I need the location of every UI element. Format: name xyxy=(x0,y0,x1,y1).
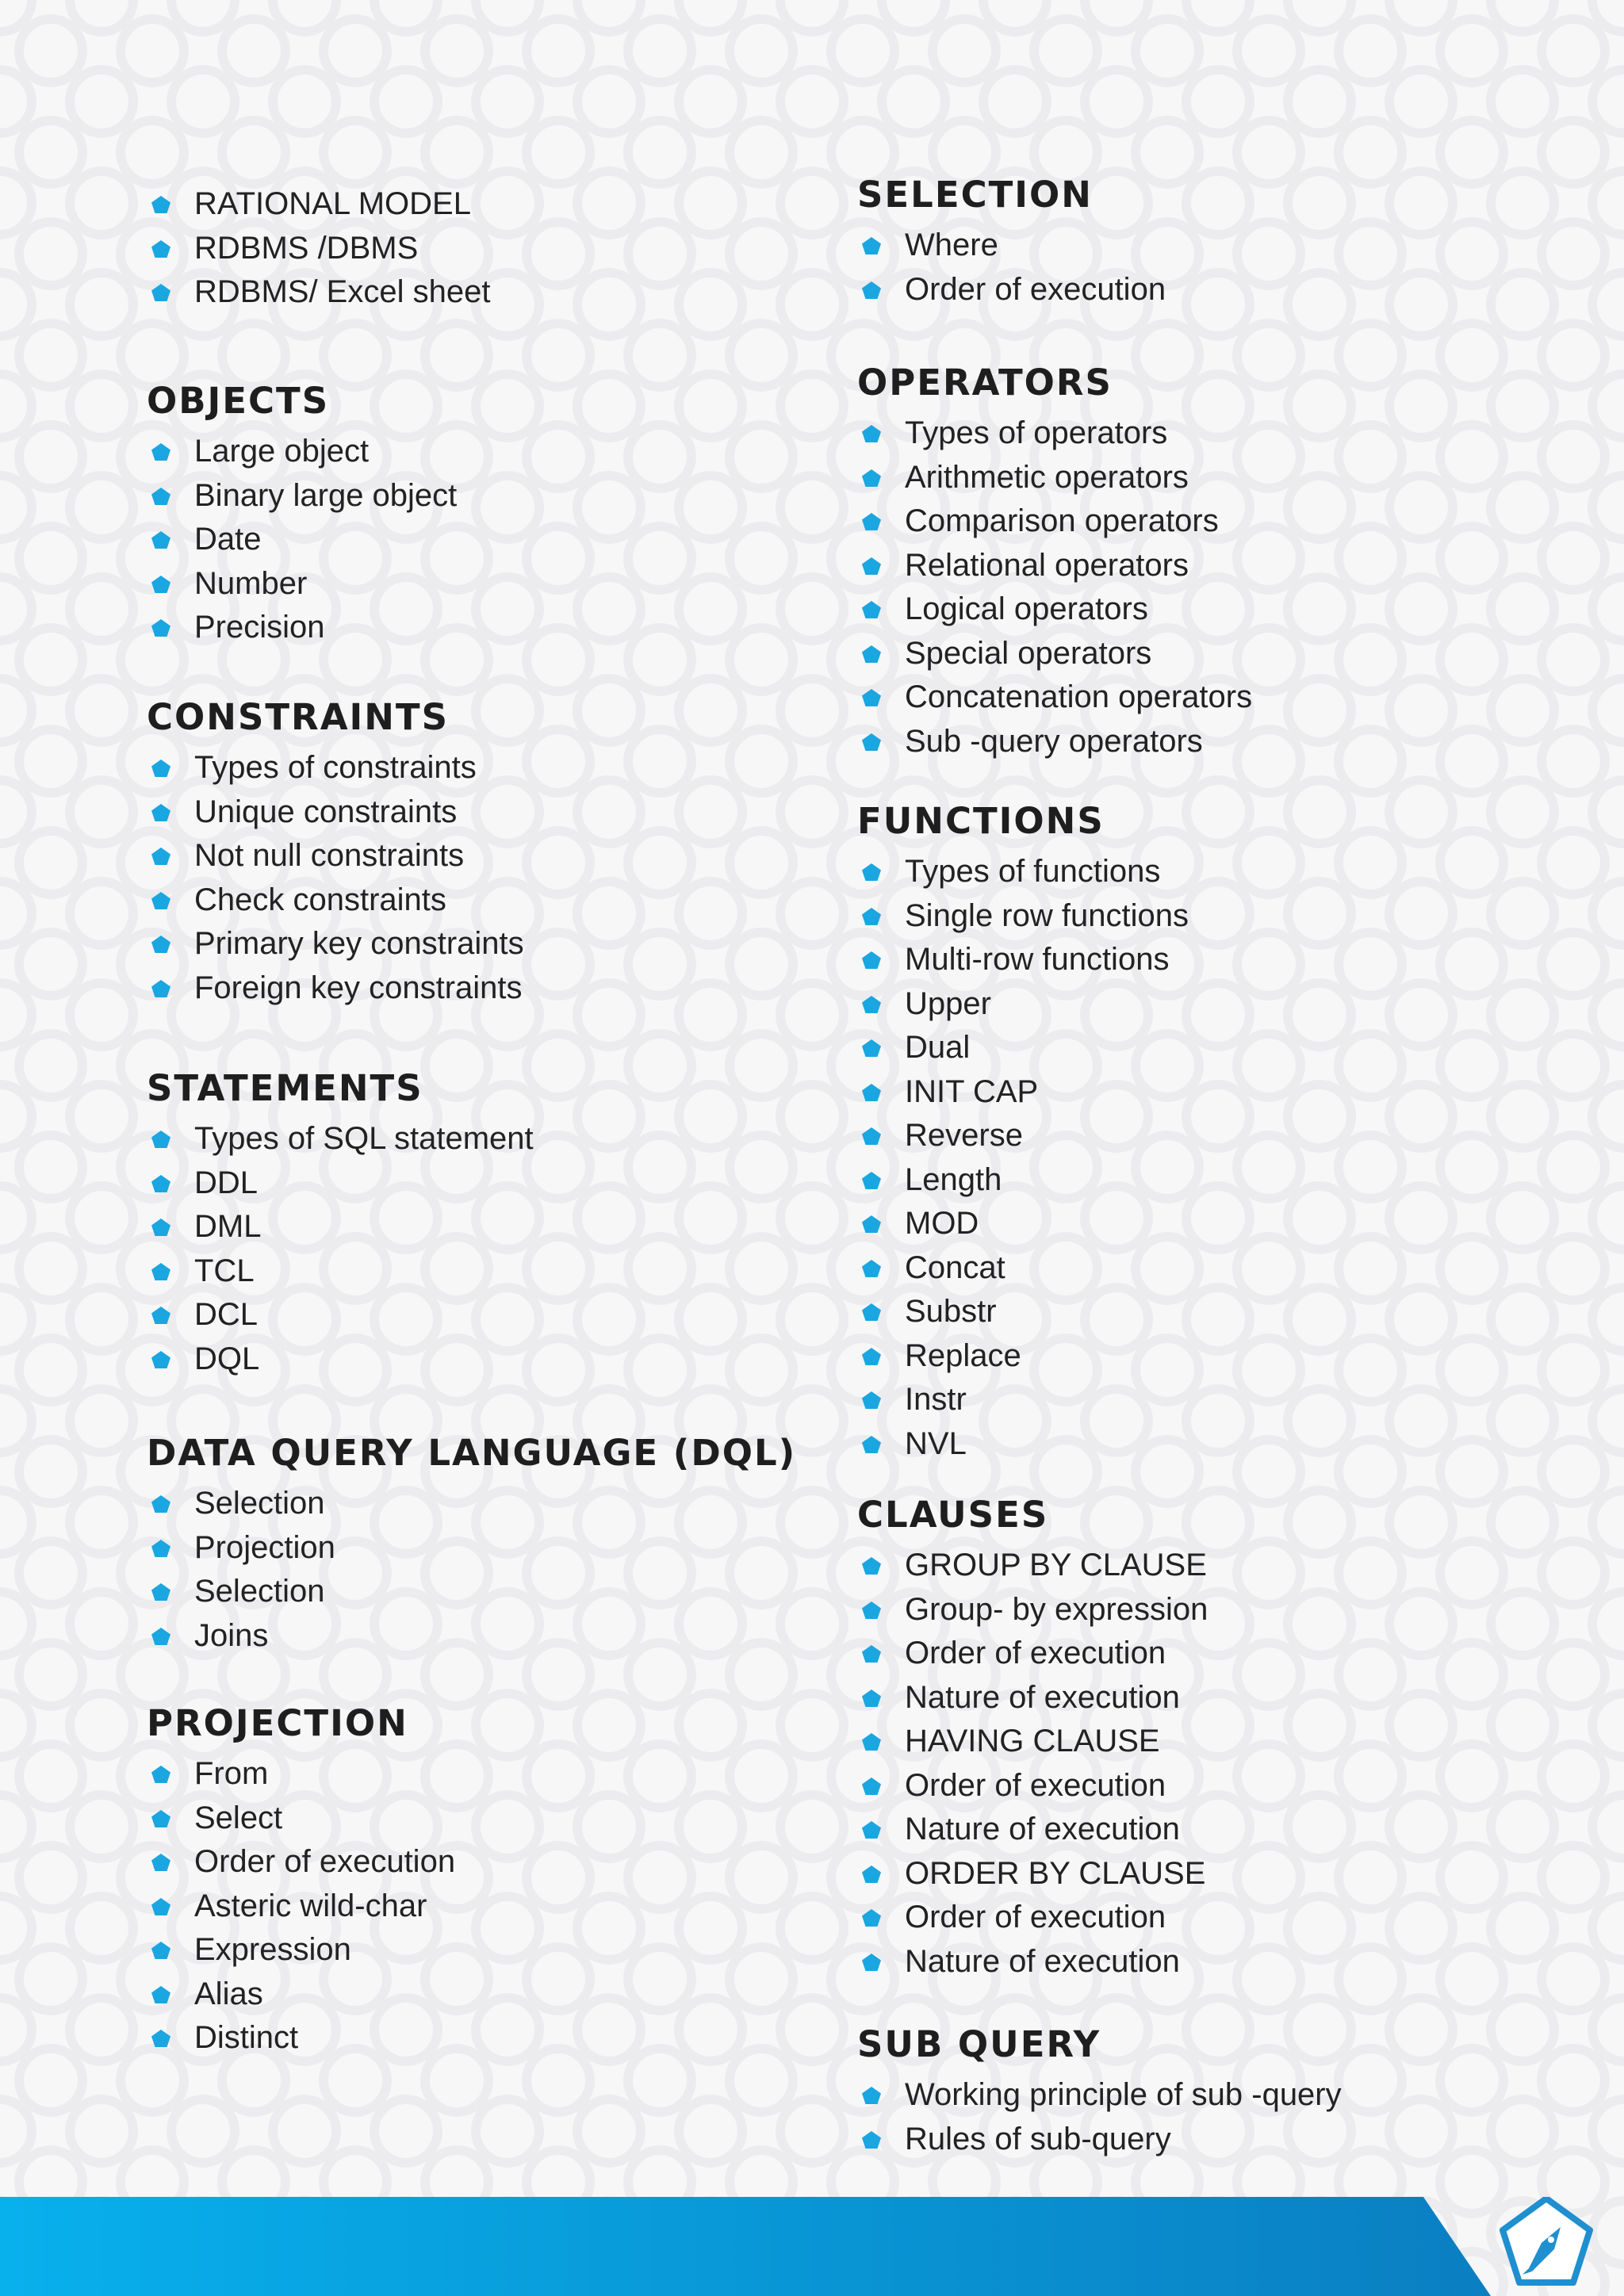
list-item xyxy=(147,430,457,474)
pentagon-bullet-icon xyxy=(151,1942,170,1959)
list-item xyxy=(857,982,1189,1027)
list-item-label: DQL xyxy=(194,1341,260,1376)
list-item xyxy=(857,1544,1208,1588)
list-item-label: Select xyxy=(194,1800,283,1835)
list-item xyxy=(857,1246,1189,1291)
pentagon-bullet-icon xyxy=(151,1131,170,1148)
list-item-label: Number xyxy=(194,565,308,601)
list-item xyxy=(147,1205,534,1249)
list-item-label: Precision xyxy=(194,610,325,645)
pentagon-bullet-icon xyxy=(151,936,170,953)
pentagon-bullet-icon xyxy=(862,689,881,706)
list-item-label: Check constraints xyxy=(194,882,446,917)
operators-list xyxy=(857,411,1252,763)
list-item xyxy=(857,499,1252,544)
list-item-label: Upper xyxy=(905,985,991,1021)
list-item-label: Order of execution xyxy=(194,1844,456,1879)
pentagon-bullet-icon xyxy=(151,1175,170,1192)
list-item xyxy=(147,1614,796,1659)
pentagon-bullet-icon xyxy=(151,1351,170,1368)
pentagon-bullet-icon xyxy=(862,1777,881,1795)
section-heading: SUB QUERY xyxy=(857,2023,1101,2065)
pentagon-bullet-icon xyxy=(151,284,170,301)
pentagon-bullet-icon xyxy=(151,848,170,865)
list-item-label: DML xyxy=(194,1209,262,1244)
list-item xyxy=(147,227,490,271)
list-item-label: Not null constraints xyxy=(194,838,465,873)
dql-list xyxy=(147,1482,796,1658)
list-item xyxy=(857,1940,1208,1984)
section-heading: OPERATORS xyxy=(857,362,1113,404)
section-objects xyxy=(147,379,457,650)
list-item-label: Rules of sub-query xyxy=(905,2121,1171,2156)
list-item xyxy=(857,2118,1342,2162)
list-item-label: Arithmetic operators xyxy=(905,459,1189,495)
section-selection xyxy=(857,173,1166,312)
list-item xyxy=(857,1896,1208,1940)
section-heading: PROJECTION xyxy=(147,1702,408,1744)
list-item-label: Comparison operators xyxy=(905,503,1219,538)
list-item-label: Instr xyxy=(905,1382,967,1417)
list-item xyxy=(147,474,457,519)
list-item-label: Alias xyxy=(194,1976,263,2011)
pentagon-bullet-icon xyxy=(862,513,881,530)
list-item-label: Special operators xyxy=(905,635,1152,671)
list-item-label: Multi-row functions xyxy=(905,942,1170,977)
list-item xyxy=(147,1928,455,1973)
section-heading: CLAUSES xyxy=(857,1494,1049,1536)
list-item xyxy=(147,606,457,650)
section-heading: DATA QUERY LANGUAGE (DQL) xyxy=(147,1432,797,1474)
list-item xyxy=(857,1202,1189,1246)
pentagon-bullet-icon xyxy=(151,1540,170,1557)
footer-band xyxy=(0,2197,1624,2296)
list-item xyxy=(857,894,1189,939)
list-item-label: GROUP BY CLAUSE xyxy=(905,1548,1207,1582)
pentagon-bullet-icon xyxy=(862,557,881,575)
pentagon-bullet-icon xyxy=(862,1039,881,1057)
list-item-label: Distinct xyxy=(194,2020,299,2055)
constraints-list xyxy=(147,746,524,1010)
section-heading: CONSTRAINTS xyxy=(147,696,450,738)
list-item-label: Replace xyxy=(905,1337,1021,1373)
list-item xyxy=(147,1840,455,1885)
section-intro xyxy=(147,182,490,315)
list-item xyxy=(857,1764,1208,1808)
list-item-label: DCL xyxy=(194,1297,259,1332)
pentagon-bullet-icon xyxy=(862,1348,881,1365)
objects-list xyxy=(147,430,457,650)
list-item xyxy=(857,1026,1189,1070)
pentagon-bullet-icon xyxy=(862,1084,881,1101)
pentagon-bullet-icon xyxy=(151,892,170,909)
pentagon-bullet-icon xyxy=(151,1307,170,1324)
pentagon-bullet-icon xyxy=(151,1263,170,1280)
section-operators xyxy=(857,361,1252,763)
pentagon-bullet-icon xyxy=(151,531,170,549)
pentagon-bullet-icon xyxy=(862,1954,881,1971)
list-item-label: Date xyxy=(194,522,262,557)
list-item-label: Binary large object xyxy=(194,477,458,513)
list-item-label: Order of execution xyxy=(905,1636,1166,1670)
list-item xyxy=(147,1797,455,1841)
pentagon-bullet-icon xyxy=(862,2131,881,2149)
clauses-list xyxy=(857,1544,1208,1984)
section-projection xyxy=(147,1701,455,2061)
section-heading: OBJECTS xyxy=(147,380,330,422)
list-item xyxy=(147,562,457,607)
pentagon-bullet-icon xyxy=(151,980,170,997)
list-item-label: Expression xyxy=(194,1932,351,1967)
list-item-label: Substr xyxy=(905,1294,997,1329)
list-item-label: Foreign key constraints xyxy=(194,970,523,1005)
list-item xyxy=(857,268,1166,312)
list-item-label: Types of constraints xyxy=(194,750,477,785)
section-dql xyxy=(147,1431,796,1658)
list-item xyxy=(857,1334,1189,1379)
section-constraints xyxy=(147,695,524,1010)
pentagon-bullet-icon xyxy=(151,1810,170,1827)
pentagon-bullet-icon xyxy=(862,1733,881,1751)
list-item-label: Group- by expression xyxy=(905,1591,1208,1627)
list-item-label: TCL xyxy=(194,1253,255,1288)
list-item xyxy=(147,1249,534,1294)
list-item-label: Single row functions xyxy=(905,897,1189,933)
list-item-label: Relational operators xyxy=(905,547,1189,583)
pentagon-bullet-icon xyxy=(151,196,170,213)
list-item xyxy=(857,1808,1208,1852)
list-item xyxy=(857,850,1189,894)
pentagon-bullet-icon xyxy=(151,1628,170,1645)
pentagon-bullet-icon xyxy=(862,1689,881,1707)
list-item-label: RDBMS/ Excel sheet xyxy=(194,274,491,309)
list-item-label: NVL xyxy=(905,1425,967,1461)
pentagon-bullet-icon xyxy=(151,760,170,777)
list-item xyxy=(857,675,1252,720)
list-item xyxy=(857,1588,1208,1632)
pentagon-bullet-icon xyxy=(151,2030,170,2047)
list-item-label: Selection xyxy=(194,1574,325,1609)
list-item-label: Nature of execution xyxy=(905,1943,1180,1979)
pentagon-bullet-icon xyxy=(151,1854,170,1871)
list-item xyxy=(857,1158,1189,1203)
section-statements xyxy=(147,1066,534,1381)
section-heading: SELECTION xyxy=(857,174,1093,216)
section-subquery xyxy=(857,2022,1342,2161)
list-item-label: Order of execution xyxy=(905,1900,1166,1934)
list-item xyxy=(147,1337,534,1382)
pentagon-bullet-icon xyxy=(862,996,881,1013)
list-item xyxy=(857,1070,1189,1115)
pentagon-bullet-icon xyxy=(862,1645,881,1663)
pentagon-bullet-icon xyxy=(862,1866,881,1883)
list-item-label: Nature of execution xyxy=(905,1812,1180,1846)
list-item-label: Working principle of sub -query xyxy=(905,2077,1342,2112)
list-item-label: Concat xyxy=(905,1249,1005,1285)
list-item xyxy=(147,966,524,1011)
list-item xyxy=(147,1293,534,1337)
pentagon-bullet-icon xyxy=(151,240,170,258)
list-item-label: Order of execution xyxy=(905,271,1166,307)
list-item-label: Primary key constraints xyxy=(194,926,524,961)
list-item xyxy=(857,1422,1189,1467)
pentagon-bullet-icon xyxy=(862,1436,881,1453)
list-item-label: INIT CAP xyxy=(905,1073,1039,1109)
list-item xyxy=(857,587,1252,632)
list-item xyxy=(857,456,1252,500)
pentagon-bullet-icon xyxy=(151,1898,170,1915)
list-item-label: Concatenation operators xyxy=(905,679,1253,714)
list-item xyxy=(857,1720,1208,1764)
list-item xyxy=(147,1482,796,1526)
list-item xyxy=(857,411,1252,456)
selection-list xyxy=(857,224,1166,312)
list-item-label: Logical operators xyxy=(905,591,1148,626)
list-item xyxy=(857,1676,1208,1720)
list-item xyxy=(857,632,1252,676)
list-item-label: HAVING CLAUSE xyxy=(905,1724,1160,1758)
list-item xyxy=(147,834,524,878)
list-item-label: Types of operators xyxy=(905,415,1168,450)
list-item-label: ORDER BY CLAUSE xyxy=(905,1855,1206,1891)
list-item xyxy=(857,224,1166,268)
list-item-label: Joins xyxy=(194,1617,269,1653)
footer-stripe xyxy=(0,2197,1491,2296)
intro-list xyxy=(147,182,490,315)
section-functions xyxy=(857,799,1189,1466)
pentagon-bullet-icon xyxy=(151,1583,170,1601)
pentagon-bullet-icon xyxy=(151,488,170,505)
pentagon-bullet-icon xyxy=(862,645,881,663)
pentagon-bullet-icon xyxy=(862,863,881,881)
pentagon-bullet-icon xyxy=(862,1601,881,1619)
list-item-label: RATIONAL MODEL xyxy=(194,186,471,221)
list-item xyxy=(857,544,1252,588)
list-item-label: Selection xyxy=(194,1486,325,1521)
list-item-label: Nature of execution xyxy=(905,1679,1180,1715)
list-item-label: Types of functions xyxy=(905,854,1161,889)
pentagon-bullet-icon xyxy=(862,1127,881,1145)
list-item-label: Projection xyxy=(194,1529,335,1565)
list-item xyxy=(147,1161,534,1206)
list-item xyxy=(147,182,490,227)
pentagon-bullet-icon xyxy=(151,1766,170,1783)
list-item xyxy=(857,2073,1342,2118)
pentagon-bullet-icon xyxy=(862,1260,881,1277)
list-item xyxy=(147,270,490,315)
pentagon-bullet-icon xyxy=(862,601,881,618)
list-item xyxy=(147,878,524,923)
list-item xyxy=(147,1885,455,1929)
pen-nib-pentagon-logo-icon xyxy=(1503,2198,1590,2283)
pentagon-bullet-icon xyxy=(862,733,881,751)
list-item xyxy=(147,1526,796,1571)
pentagon-bullet-icon xyxy=(862,1557,881,1575)
pentagon-bullet-icon xyxy=(862,1909,881,1927)
list-item xyxy=(147,2016,455,2061)
pentagon-bullet-icon xyxy=(151,804,170,821)
list-item xyxy=(857,1632,1208,1676)
list-item xyxy=(857,1378,1189,1422)
list-item xyxy=(857,720,1252,764)
list-item-label: Asteric wild-char xyxy=(194,1888,427,1923)
pentagon-bullet-icon xyxy=(862,237,881,254)
pentagon-bullet-icon xyxy=(862,1303,881,1321)
pentagon-bullet-icon xyxy=(862,1821,881,1839)
list-item xyxy=(147,1973,455,2017)
section-heading: FUNCTIONS xyxy=(857,800,1105,842)
pentagon-bullet-icon xyxy=(151,619,170,637)
pentagon-bullet-icon xyxy=(151,1219,170,1236)
pentagon-bullet-icon xyxy=(862,1215,881,1233)
pentagon-bullet-icon xyxy=(151,1986,170,2003)
list-item xyxy=(857,1852,1208,1896)
list-item xyxy=(857,938,1189,982)
pentagon-bullet-icon xyxy=(862,425,881,442)
list-item-label: Types of SQL statement xyxy=(194,1121,534,1156)
statements-list xyxy=(147,1117,534,1381)
list-item xyxy=(147,922,524,966)
list-item xyxy=(147,1117,534,1161)
list-item-label: Unique constraints xyxy=(194,794,458,829)
subquery-list xyxy=(857,2073,1342,2161)
pentagon-bullet-icon xyxy=(151,1495,170,1513)
list-item xyxy=(857,1290,1189,1334)
section-heading: STATEMENTS xyxy=(147,1067,423,1109)
pentagon-bullet-icon xyxy=(862,908,881,925)
pentagon-bullet-icon xyxy=(862,951,881,969)
list-item xyxy=(147,1752,455,1797)
functions-list xyxy=(857,850,1189,1466)
list-item-label: From xyxy=(194,1756,269,1791)
list-item xyxy=(857,1114,1189,1158)
pentagon-bullet-icon xyxy=(151,576,170,593)
list-item xyxy=(147,790,524,835)
list-item-label: Where xyxy=(905,228,998,262)
list-item-label: Dual xyxy=(905,1030,971,1065)
list-item xyxy=(147,746,524,790)
list-item-label: Sub -query operators xyxy=(905,723,1203,759)
pentagon-bullet-icon xyxy=(862,1172,881,1189)
list-item-label: RDBMS /DBMS xyxy=(194,230,419,266)
list-item xyxy=(147,518,457,562)
projection-list xyxy=(147,1752,455,2061)
list-item-label: DDL xyxy=(194,1165,259,1200)
list-item-label: Order of execution xyxy=(905,1767,1166,1803)
pentagon-bullet-icon xyxy=(151,443,170,461)
pentagon-bullet-icon xyxy=(862,1391,881,1409)
pentagon-bullet-icon xyxy=(862,281,881,299)
list-item-label: Reverse xyxy=(905,1118,1023,1153)
list-item xyxy=(147,1570,796,1614)
list-item-label: Length xyxy=(905,1161,1002,1197)
list-item-label: Large object xyxy=(194,434,370,469)
section-clauses xyxy=(857,1493,1208,1984)
pentagon-bullet-icon xyxy=(862,2087,881,2104)
pentagon-bullet-icon xyxy=(862,469,881,487)
list-item-label: MOD xyxy=(905,1206,979,1241)
